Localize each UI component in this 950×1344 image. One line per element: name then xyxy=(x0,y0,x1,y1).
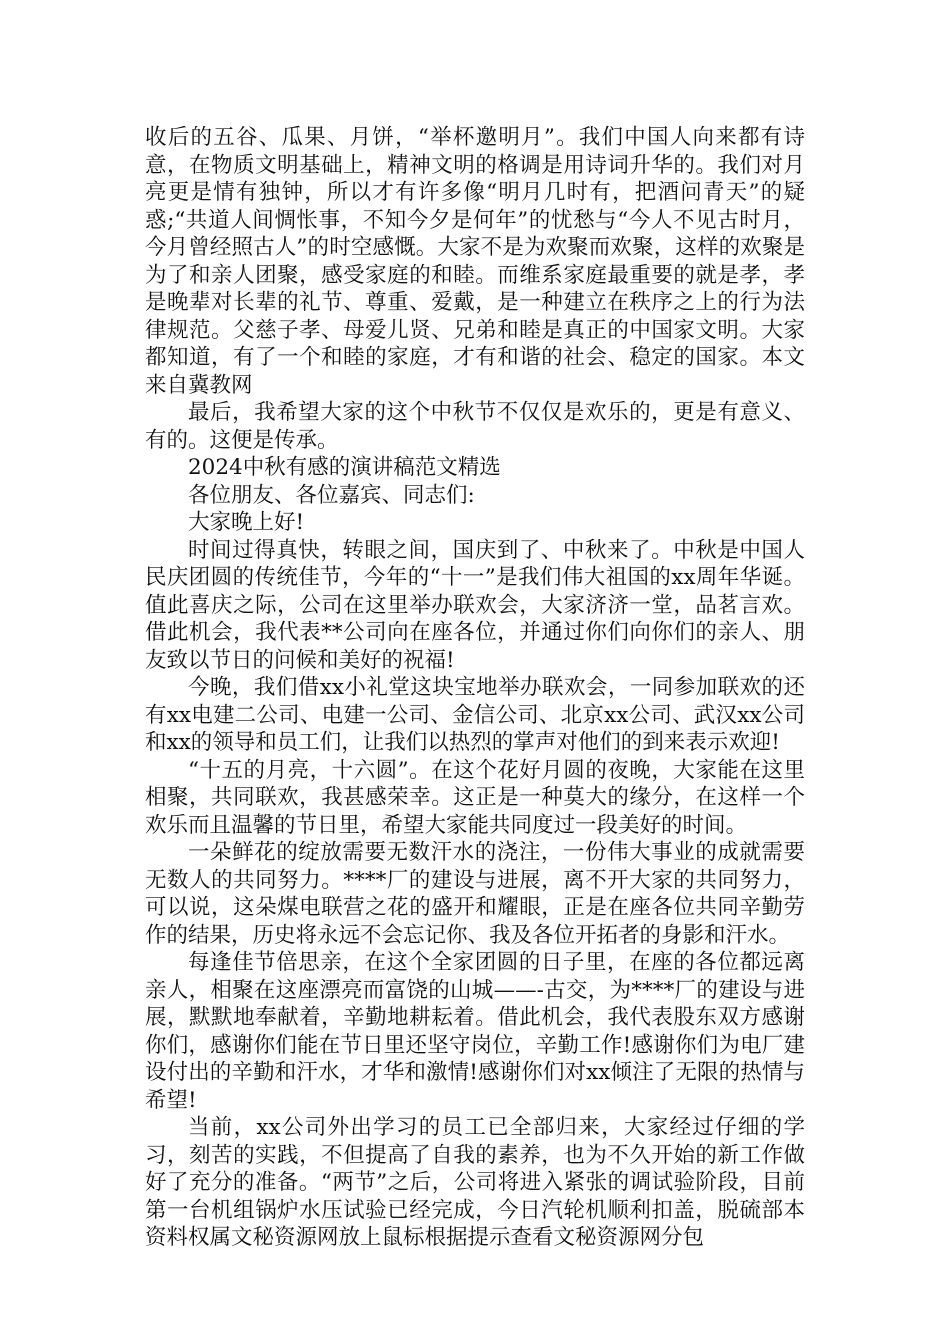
paragraph-6: 时间过得真快，转眼之间，国庆到了、中秋来了。中秋是中国人民庆团圆的传统佳节，今年的“十一”是我们伟大祖国的xx周年华诞。值此喜庆之际，公司在这里举办联欢会，大家济济一堂，品茗言欢。借此机会，我代表**公司向在座各位，并通过你们向你们的亲人、朋友致以节日的问候和美好的祝福! xyxy=(145,537,805,673)
paragraph-11: 当前，xx公司外出学习的员工已全部归来，大家经过仔细的学习，刻苦的实践，不但提高了自我的素养，也为不久开始的新工作做好了充分的准备。“两节”之后，公司将进入紧张的调试验阶段，目前第一台机组锅炉水压试验已经完成，今日汽轮机顺利扣盖，脱硫部本资料权属文秘资源网放上鼠标根据提示查看文秘资源网分包 xyxy=(145,1115,805,1250)
paragraph-9: 一朵鲜花的绽放需要无数汗水的浇注，一份伟大事业的成就需要无数人的共同努力。****厂的建设与进展，离不开大家的共同努力，可以说，这朵煤电联营之花的盛开和耀眼，正是在座各位共同辛勤劳作的结果，历史将永远不会忘记你、我及各位开拓者的身影和汗水。 xyxy=(145,840,805,948)
paragraph-1: 收后的五谷、瓜果、月饼，“举杯邀明月”。我们中国人向来都有诗意，在物质文明基础上，精神文明的格调是用诗词升华的。我们对月亮更是情有独钟，所以才有许多像“明月几时有，把酒问青天”的疑惑;“共道人间惆怅事，不知今夕是何年”的忧愁与“今人不见古时月，今月曾经照古人”的时空感慨。大家不是为欢聚而欢聚，这样的欢聚是为了和亲人团聚，感受家庭的和睦。而维系家庭最重要的就是孝，孝是晚辈对长辈的礼节、尊重、爱戴，是一种建立在秩序之上的行为法律规范。父慈子孝、母爱儿贤、兄弟和睦是真正的中国家文明。大家都知道，有了一个和睦的家庭，才有和谐的社会、稳定的国家。本文来自冀教网 xyxy=(145,125,805,398)
salutation: 各位朋友、各位嘉宾、同志们: xyxy=(188,482,475,508)
section-title: 2024中秋有感的演讲稿范文精选 xyxy=(188,455,501,480)
document-page xyxy=(145,124,805,1252)
greeting: 大家晚上好! xyxy=(188,510,305,535)
paragraph-7: 今晚，我们借xx小礼堂这块宝地举办联欢会，一同参加联欢的还有xx电建二公司、电建一公司、金信公司、北京xx公司、武汉xx公司和xx的领导和员工们，让我们以热烈的掌声对他们的到来表示欢迎! xyxy=(145,675,805,755)
paragraph-8: “十五的月亮，十六圆”。在这个花好月圆的夜晚，大家能在这里相聚，共同联欢，我甚感荣幸。这正是一种莫大的缘分，在这样一个欢乐而且温馨的节日里，希望大家能共同度过一段美好的时间。 xyxy=(145,757,805,838)
paragraph-2: 最后，我希望大家的这个中秋节不仅仅是欢乐的，更是有意义、有的。这便是传承。 xyxy=(145,400,805,453)
paragraph-10: 每逢佳节倍思亲，在这个全家团圆的日子里，在座的各位都远离亲人，相聚在这座漂亮而富饶的山城——-古交，为****厂的建设与进展，默默地奉献着，辛勤地耕耘着。借此机会，我代表股东双方感谢你们，感谢你们能在节日里还坚守岗位，辛勤工作!感谢你们为电厂建设付出的辛勤和汗水，才华和激情!感谢你们对xx倾注了无限的热情与希望! xyxy=(145,950,805,1113)
